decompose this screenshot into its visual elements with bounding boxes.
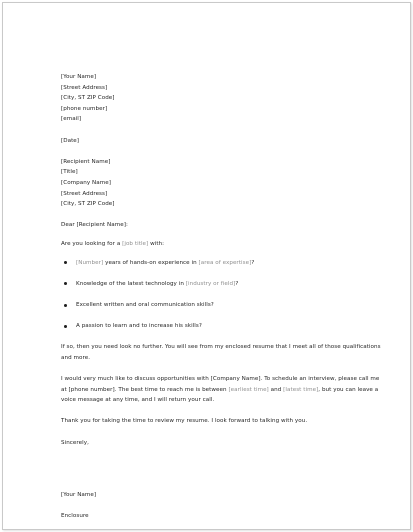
bullet-icon	[64, 282, 67, 285]
sender-city: [City, ST ZIP Code]	[61, 95, 115, 102]
intro-text: Are you looking for a	[61, 240, 123, 247]
closing: Sincerely,	[61, 439, 89, 446]
recipient-block	[61, 157, 381, 210]
signature-name: [Your Name]	[61, 492, 97, 499]
para2-text-a: I would very much like to discuss opportunities with [Company Name]. To schedule an interview, please call me at [phone number]. The best time to reach me is between	[61, 376, 380, 393]
enclosure-note: Enclosure	[61, 513, 89, 520]
qualification-item	[61, 321, 381, 332]
placeholder-text: [area of expertise]	[198, 259, 252, 266]
para2-earliest-time: [earliest time]	[228, 386, 269, 393]
sender-block	[61, 72, 381, 125]
document-page	[2, 2, 411, 530]
item-text: years of hands-on experience in	[105, 259, 199, 266]
bullet-icon	[64, 325, 67, 328]
item-text: ?	[251, 259, 255, 266]
salutation: Dear [Recipient Name]:	[61, 222, 128, 229]
placeholder-text: [Number]	[76, 259, 106, 266]
paragraph-thanks: Thank you for taking the time to review my resume. I look forward to talking with you.	[61, 418, 308, 425]
intro-placeholder: [job title]	[122, 240, 149, 247]
sender-email: [email]	[61, 116, 82, 123]
bullet-icon	[64, 261, 67, 264]
recipient-city: [City, ST ZIP Code]	[61, 201, 115, 208]
qualification-list	[61, 258, 381, 332]
sender-name: [Your Name]	[61, 74, 97, 80]
paragraph-interview	[61, 374, 381, 406]
recipient-company: [Company Name]	[61, 179, 111, 186]
para2-text-b: and	[268, 386, 284, 393]
placeholder-text: [industry or field]	[185, 280, 236, 287]
sender-phone: [phone number]	[61, 105, 108, 112]
sender-street: [Street Address]	[61, 84, 108, 91]
para2-text-c: , but you can leave a voice message at any time, and I will return your call.	[61, 386, 379, 404]
item-text: Excellent written and oral communication skills?	[76, 301, 214, 308]
recipient-name: [Recipient Name]	[61, 158, 111, 165]
item-text: Knowledge of the latest technology in	[76, 280, 186, 287]
qualification-item	[61, 279, 381, 290]
letter-date: [Date]	[61, 137, 80, 144]
qualification-item	[61, 258, 381, 269]
para2-latest-time: [latest time]	[283, 386, 319, 393]
qualification-item	[61, 300, 381, 311]
recipient-title: [Title]	[61, 169, 78, 176]
bullet-icon	[64, 304, 67, 307]
intro-line	[61, 239, 381, 250]
recipient-street: [Street Address]	[61, 190, 108, 197]
intro-text-end: with:	[148, 240, 165, 247]
item-text: ?	[235, 280, 239, 287]
letter-body	[61, 72, 381, 522]
item-text: A passion to learn and to increase his skills?	[76, 323, 202, 330]
paragraph-qualifications: If so, then you need look no further. You will see from my enclosed resume that I meet all of those qualifications and more.	[61, 344, 381, 361]
